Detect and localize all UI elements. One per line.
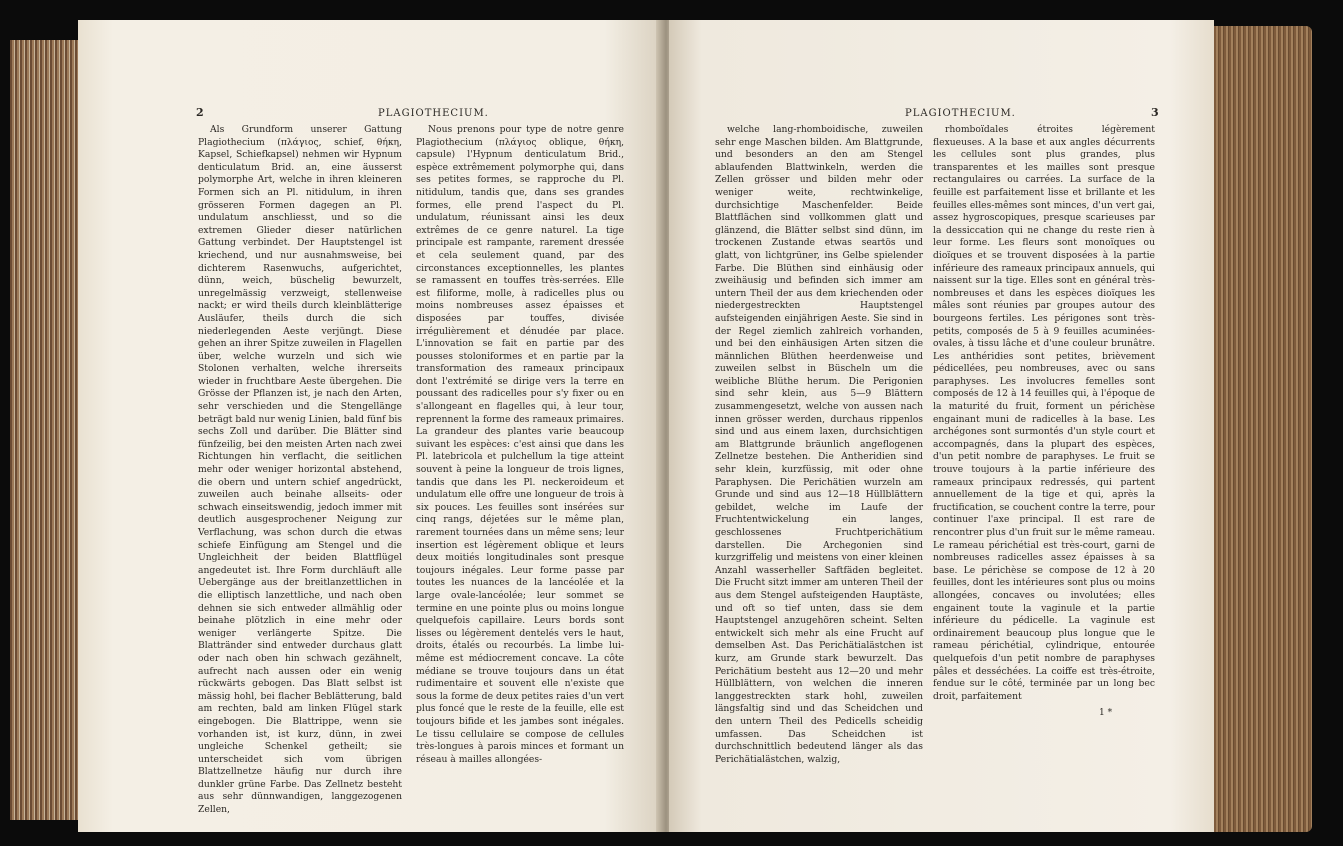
- right-page-number: 3: [1151, 106, 1159, 119]
- right-page-edges: [1214, 26, 1312, 832]
- left-german-column: [198, 124, 402, 816]
- right-german-column: [715, 124, 923, 765]
- right-running-head: PLAGIOTHECIUM.: [905, 108, 1016, 119]
- left-page-number: 2: [196, 106, 204, 119]
- right-french-text: rhomboïdales étroites légèrement flexueuses. A la base et aux angles décurrents les cellules sont plus grandes, plus transparentes et les mailles sont presque rectangulaires ou carrées. La surface de la feuille est parfaitement lisse et brillante et les feuilles elles-mêmes sont minces, d'un vert gai, assez hygroscopiques, presque scarieuses par la dessiccation qui ne change du reste rien à leur forme. Les fleurs sont monoïques ou dioïques et se trouvent disposées à la partie inférieure des rameaux principaux annuels, qui naissent sur la tige. Elles sont en général très-nombreuses et dans les espèces dioïques les mâles sont réunies par groupes autour des bourgeons fertiles. Les périgones sont très-petits, composés de 5 à 9 feuilles acuminées-ovales, à tissu lâche et d'une couleur brunâtre. Les anthéridies sont petites, brièvement pédicellées, peu nombreuses, avec ou sans paraphyses. Les involucres femelles sont composés de 12 à 14 feuilles qui, à l'époque de la maturité du fruit, forment un périchèse engainant muni de radicelles à la base. Les archégones sont surmontés d'un style court et accompagnés, dans la plupart des espèces, d'un petit nombre de paraphyses. Le fruit se trouve toujours à la partie inférieure des rameaux principaux redressés, qui partent annuellement de la tige et qui, après la fructification, se couchent contre la terre, pour continuer l'axe principal. Il est rare de rencontrer plus d'un fruit sur le même rameau. Le rameau périchétial est très-court, garni de nombreuses radicelles assez épaisses à sa base. Le périchèse se compose de 12 à 20 feuilles, dont les intérieures sont plus ou moins allongées, concaves ou involutées; elles engainent toute la vaginule et la partie inférieure du pédicelle. La vaginule est ordinairement beaucoup plus longue que le rameau périchétial, cylindrique, entourée quelquefois d'un petit nombre de paraphyses pâles et desséchées. La coiffe est très-étroite, fendue sur le côté, terminée par un long bec droit, parfaitement: [933, 124, 1155, 702]
- left-french-column: [416, 124, 624, 765]
- left-french-text: Nous prenons pour type de notre genre Plagiothecium (πλάγιος oblique, θήκη, capsule) l'Hypnum denticulatum Brid., espèce extrêmement polymorphe qui, dans ses petites formes, se rapproche du Pl. nitidulum, tandis que, dans ses grandes formes, elle prend l'aspect du Pl. undulatum, réunissant ainsi les deux extrêmes de ce genre naturel. La tige principale est rampante, rarement dressée et cela seulement quand, par des circonstances exceptionnelles, les plantes se ramassent en touffes très-serrées. Elle est filiforme, molle, à radicelles plus ou moins nombreuses assez épaisses et disposées par touffes, divisée irrégulièrement et dénudée par place. L'innovation se fait en partie par des pousses stoloniformes et en partie par la transformation des rameaux principaux dont l'extrémité se dirige vers la terre en poussant des radicelles pour s'y fixer ou en s'allongeant en flagelles qui, à leur tour, reprennent la forme des rameaux primaires. La grandeur des plantes varie beaucoup suivant les espèces: c'est ainsi que dans les Pl. latebricola et pulchellum la tige atteint souvent à peine la longueur de trois lignes, tandis que dans les Pl. neckeroideum et undulatum elle offre une longueur de trois à six pouces. Les feuilles sont insérées sur cinq rangs, déjetées sur le même plan, rarement tournées dans un même sens; leur insertion est légèrement oblique et leurs deux moitiés longitudinales sont presque toujours inégales. Leur forme passe par toutes les nuances de la lancéolée et la large ovale-lancéolée; leur sommet se termine en une pointe plus ou moins longue quelquefois capillaire. Leurs bords sont lisses ou légèrement dentelés vers le haut, droits, étalés ou recourbés. La limbe lui-même est médiocrement concave. La côte médiane se trouve toujours dans un état rudimentaire et souvent elle n'existe que sous la forme de deux petites raies d'un vert plus foncé que le reste de la feuille, elle est toujours bifide et les jambes sont inégales. Le tissu cellulaire se compose de cellules très-longues à parois minces et formant un réseau à mailles allongées-: [416, 124, 624, 765]
- signature-mark: 1 *: [1099, 708, 1113, 718]
- left-page: [78, 20, 663, 832]
- right-german-text: welche lang-rhomboidische, zuweilen sehr enge Maschen bilden. Am Blattgrunde, und besonders an den am Stengel ablaufenden Blattwinkeln, werden die Zellen grösser und bilden mehr oder weniger weite, rechtwinkelige, durchsichtige Maschenfelder. Beide Blattflächen sind vollkommen glatt und glänzend, die Blätter selbst sind dünn, im trockenen Zustande etwas seartös und glatt, von lichtgrüner, ins Gelbe spielender Farbe. Die Blüthen sind einhäusig oder zweihäusig und befinden sich immer am untern Theil der aus dem kriechenden oder niedergestreckten Hauptstengel aufsteigenden einjährigen Aeste. Sie sind in der Regel ziemlich zahlreich vorhanden, und bei den einhäusigen Arten sitzen die männlichen Blüthen heerdenweise und zuweilen selbst in Büscheln um die weibliche Blüthe herum. Die Perigonien sind sehr klein, aus 5—9 Blättern zusammengesetzt, welche von aussen nach innen grösser werden, durchaus rippenlos sind und aus einem laxen, durchsichtigen am Blattgrunde bräunlich angeflogenen Zellnetze bestehen. Die Antheridien sind sehr klein, kurzfüssig, mit oder ohne Paraphysen. Die Perichätien wurzeln am Grunde und sind aus 12—18 Hüllblättern gebildet, welche im Laufe der Fruchtentwickelung ein langes, geschlossenes Fruchtperichätium darstellen. Die Archegonien sind kurzgriffelig und meistens von einer kleinen Anzahl wasserheller Saftfäden begleitet. Die Frucht sitzt immer am unteren Theil der aus dem Stengel aufsteigenden Hauptäste, und oft so tief unten, dass sie dem Hauptstengel anzugehören scheint. Selten entwickelt sich mehr als eine Frucht auf demselben Ast. Das Perichätialästchen ist kurz, am Grunde stark bewurzelt. Das Perichätium besteht aus 12—20 und mehr Hüllblättern, von welchen die inneren langgestreckten stark hohl, zuweilen längsfaltig sind und das Scheidchen und den untern Theil des Pedicells scheidig umfassen. Das Scheidchen ist durchschnittlich bedeutend länger als das Perichätialästchen, walzig,: [715, 124, 923, 765]
- right-french-column: [933, 124, 1155, 704]
- left-page-edges: [10, 40, 78, 820]
- left-running-head: PLAGIOTHECIUM.: [378, 108, 489, 119]
- right-page: [669, 20, 1214, 832]
- left-german-text: Als Grundform unserer Gattung Plagiothecium (πλάγιος, schief, θήκη, Kapsel, Schiefkapsel) nehmen wir Hypnum denticulatum Brid. an, eine äusserst polymorphe Art, welche in ihren kleineren Formen sich an Pl. nitidulum, in ihren grösseren Formen dagegen an Pl. undulatum anschliesst, und so die extremen Glieder dieser natürlichen Gattung verbindet. Der Hauptstengel ist kriechend, und nur ausnahmsweise, bei dichterem Rasenwuchs, aufgerichtet, dünn, weich, büschelig bewurzelt, unregelmässig verzweigt, stellenweise nackt; er wird theils durch kleinblätterige Ausläufer, theils durch die sich niederlegenden Aeste verjüngt. Diese gehen an ihrer Spitze zuweilen in Flagellen über, welche wurzeln und sich wie Stolonen verhalten, welche ihrerseits wieder in fruchtbare Aeste übergehen. Die Grösse der Pflanzen ist, je nach den Arten, sehr verschieden und die Stengellänge beträgt bald nur wenig Linien, bald fünf bis sechs Zoll und darüber. Die Blätter sind fünfzeilig, bei den meisten Arten nach zwei Richtungen hin verflacht, die seitlichen mehr oder weniger horizontal abstehend, die obern und untern schief angedrückt, zuweilen auch beinahe allseits- oder schwach einseitswendig, jedoch immer mit deutlich ausgesprochener Neigung zur Verflachung, was schon durch die etwas schiefe Einfügung am Stengel und die Ungleichheit der beiden Blattflügel angedeutet ist. Ihre Form durchläuft alle Uebergänge aus der breitlanzettlichen in die elliptisch lanzettliche, und nach oben dehnen sie sich entweder allmählig oder beinahe plötzlich in eine mehr oder weniger verlängerte Spitze. Die Blattränder sind entweder durchaus glatt oder nach oben hin schwach gezähnelt, aufrecht nach aussen oder ein wenig rückwärts gebogen. Das Blatt selbst ist mässig hohl, bei flacher Beblätterung, bald am rechten, bald am linken Flügel stark eingebogen. Die Blattrippe, wenn sie vorhanden ist, ist kurz, dünn, in zwei ungleiche Schenkel getheilt; sie unterscheidet sich vom übrigen Blattzellnetze häufig nur durch ihre dunkler grüne Farbe. Das Zellnetz besteht aus sehr dünnwandigen, langgezogenen Zellen,: [198, 124, 402, 816]
